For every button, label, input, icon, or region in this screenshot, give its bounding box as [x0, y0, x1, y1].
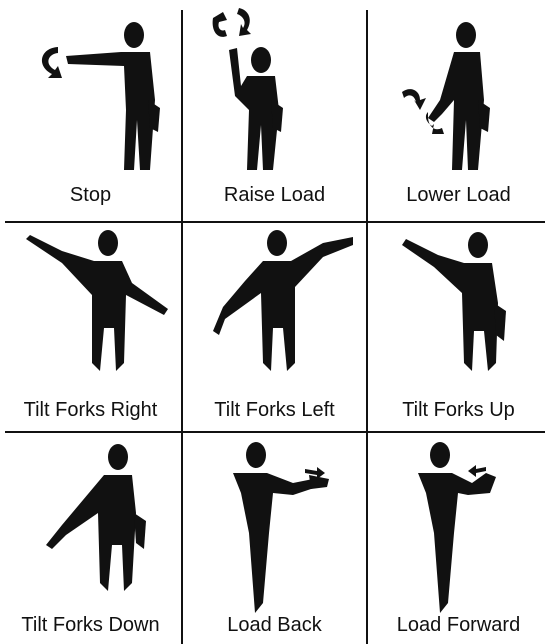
signal-cell-stop — [0, 0, 181, 221]
signal-cell-tilt-forks-up — [368, 223, 549, 431]
signal-label: Load Forward — [396, 614, 521, 636]
signal-cell-raise-load — [183, 0, 366, 221]
signal-cell-tilt-forks-right — [0, 223, 181, 431]
signal-label: Stop — [69, 184, 112, 206]
signal-cell-lower-load — [368, 0, 549, 221]
signal-label: Tilt Forks Down — [21, 614, 160, 636]
signal-cell-load-forward — [368, 433, 549, 644]
signal-label: Tilt Forks Up — [402, 399, 515, 421]
signal-label: Tilt Forks Right — [23, 399, 158, 421]
signal-cell-tilt-forks-down — [0, 433, 181, 644]
signal-label: Tilt Forks Left — [214, 399, 335, 421]
signal-cell-tilt-forks-left — [183, 223, 366, 431]
signal-cell-load-back — [183, 433, 366, 644]
signal-label: Load Back — [227, 614, 322, 636]
signal-label: Lower Load — [406, 184, 511, 206]
signal-label: Raise Load — [223, 184, 326, 206]
